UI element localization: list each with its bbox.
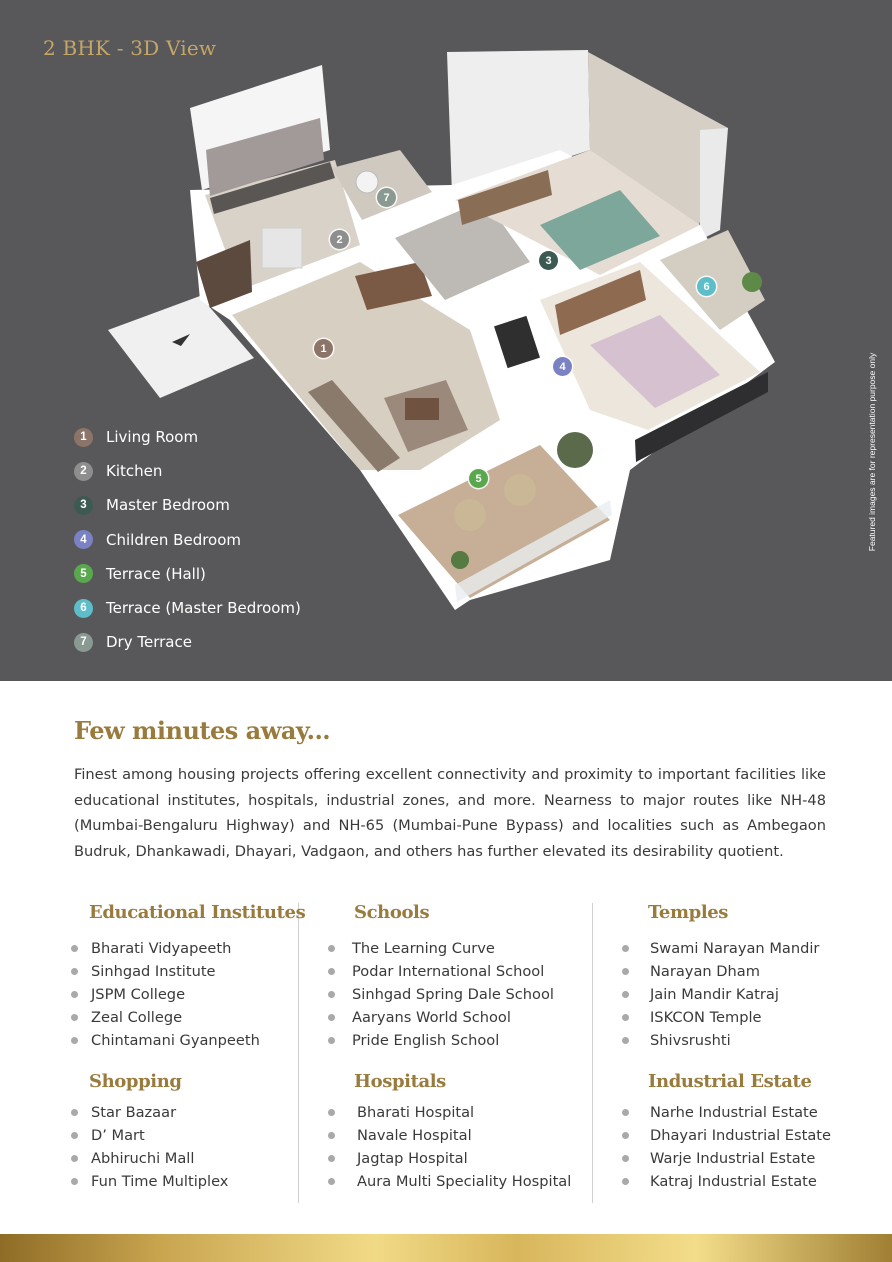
legend-item — [74, 557, 301, 591]
marker-hall-terrace: 5 — [469, 469, 488, 488]
legend-item — [74, 523, 301, 557]
washing-machine — [356, 171, 378, 193]
legend-number: 3 — [74, 496, 93, 515]
category-hospitals — [328, 1071, 571, 1193]
list-item: Navale Hospital — [328, 1124, 571, 1147]
list-item: Swami Narayan Mandir — [622, 937, 819, 960]
marker-master-bedroom: 3 — [539, 251, 558, 270]
category-title: Shopping — [89, 1071, 182, 1092]
legend-number: 4 — [74, 530, 93, 549]
category-title: Temples — [648, 902, 729, 923]
list-item: Pride English School — [328, 1029, 554, 1052]
legend-label: Terrace (Hall) — [106, 564, 206, 583]
column-divider — [592, 903, 593, 1203]
terrace-chair-1 — [454, 499, 486, 531]
list-item: Bharati Hospital — [328, 1101, 571, 1124]
category-title: Hospitals — [354, 1071, 446, 1092]
list-item: Bharati Vidyapeeth — [71, 937, 305, 960]
nearby-intro: Finest among housing projects offering excellent connectivity and proximity to important facilities like educational institutes, hospitals, industrial zones, and more. Nearness to major routes like NH-48 (Mumbai-Bengaluru Highway) and NH-65 (Mumbai-Pune Bypass) and localities such as Ambegaon Budruk, Dhankawadi, Dhayari, Vadgaon, and others has further elevated its desirability quotient. — [74, 766, 826, 860]
marker-dry-terrace: 7 — [377, 188, 396, 207]
list-item: Sinhgad Spring Dale School — [328, 983, 554, 1006]
list-item: Jain Mandir Katraj — [622, 983, 819, 1006]
legend-label: Terrace (Master Bedroom) — [106, 599, 301, 618]
category-schools — [328, 902, 554, 1052]
category-list — [328, 1101, 571, 1193]
terrace-plants — [557, 432, 593, 468]
list-item: D’ Mart — [71, 1124, 228, 1147]
legend-number: 5 — [74, 564, 93, 583]
legend-number: 6 — [74, 599, 93, 618]
list-item: The Learning Curve — [328, 937, 554, 960]
legend-label: Dry Terrace — [106, 633, 192, 652]
category-title: Educational Institutes — [89, 902, 306, 923]
list-item: Abhiruchi Mall — [71, 1147, 228, 1170]
marker-living-room: 1 — [314, 339, 333, 358]
coffee-table — [405, 398, 439, 420]
legend-label: Living Room — [106, 428, 199, 447]
category-temples — [622, 902, 819, 1052]
category-title: Industrial Estate — [648, 1071, 812, 1092]
list-item: Aura Multi Speciality Hospital — [328, 1170, 571, 1193]
category-title: Schools — [354, 902, 430, 923]
fridge — [262, 228, 302, 268]
legend-item — [74, 591, 301, 625]
category-educational — [71, 902, 305, 1052]
terrace-plant-2 — [451, 551, 469, 569]
list-item: Shivsrushti — [622, 1029, 819, 1052]
nearby-title: Few minutes away... — [74, 716, 331, 745]
legend-number: 2 — [74, 462, 93, 481]
list-item: Jagtap Hospital — [328, 1147, 571, 1170]
list-item: Chintamani Gyanpeeth — [71, 1029, 305, 1052]
terrace-chair-2 — [504, 474, 536, 506]
list-item: Dhayari Industrial Estate — [622, 1124, 831, 1147]
list-item: Warje Industrial Estate — [622, 1147, 831, 1170]
list-item: Star Bazaar — [71, 1101, 228, 1124]
legend-label: Children Bedroom — [106, 530, 242, 549]
category-industrial — [622, 1071, 831, 1193]
list-item: ISKCON Temple — [622, 1006, 819, 1029]
list-item: Podar International School — [328, 960, 554, 983]
category-list — [622, 937, 819, 1052]
category-list — [71, 937, 305, 1052]
plan-title: 2 BHK - 3D View — [43, 36, 217, 60]
category-list — [622, 1101, 831, 1193]
legend-number: 1 — [74, 428, 93, 447]
legend-item — [74, 625, 301, 659]
gold-footer-band — [0, 1234, 892, 1262]
list-item: Katraj Industrial Estate — [622, 1170, 831, 1193]
list-item: Sinhgad Institute — [71, 960, 305, 983]
list-item: Narhe Industrial Estate — [622, 1101, 831, 1124]
marker-children-bedroom: 4 — [553, 357, 572, 376]
legend-label: Kitchen — [106, 462, 163, 481]
list-item: Fun Time Multiplex — [71, 1170, 228, 1193]
list-item: Narayan Dham — [622, 960, 819, 983]
marker-master-terrace: 6 — [697, 277, 716, 296]
legend-item — [74, 420, 301, 454]
disclaimer-text: Featured images are for representation purpose only — [867, 352, 877, 552]
disclaimer — [864, 344, 880, 560]
room-legend — [74, 420, 301, 659]
list-item: Zeal College — [71, 1006, 305, 1029]
list-item: JSPM College — [71, 983, 305, 1006]
legend-item — [74, 488, 301, 522]
marker-kitchen: 2 — [330, 230, 349, 249]
right-side-wall — [700, 128, 728, 240]
legend-item — [74, 454, 301, 488]
terrace-plant — [742, 272, 762, 292]
legend-number: 7 — [74, 633, 93, 652]
category-list — [71, 1101, 228, 1193]
category-shopping — [71, 1071, 228, 1193]
category-list — [328, 937, 554, 1052]
legend-label: Master Bedroom — [106, 496, 230, 515]
list-item: Aaryans World School — [328, 1006, 554, 1029]
